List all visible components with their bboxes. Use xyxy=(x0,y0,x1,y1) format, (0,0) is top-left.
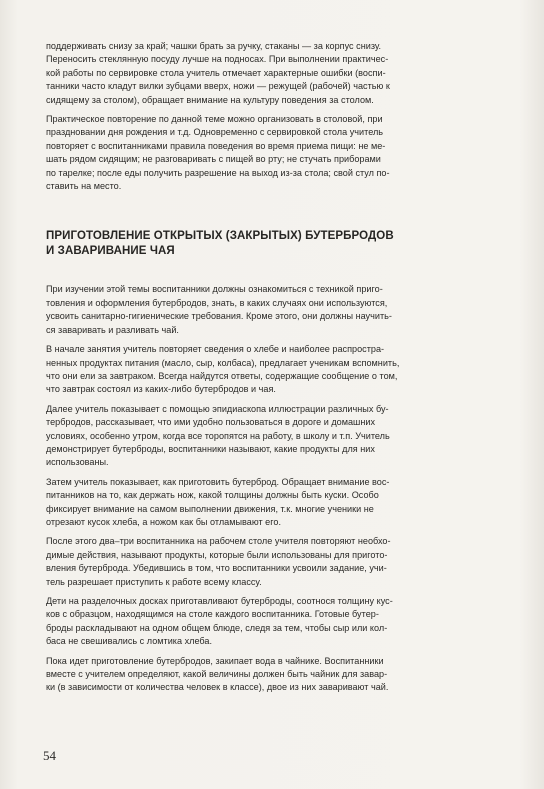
page-number: 54 xyxy=(43,748,56,763)
paragraph-topic-intro: При изучении этой темы воспитанники должны ознакомиться с техникой приго- товления и оформления бутербродов, знать, в каких случаях они используются, усвоить санитарно-гигиенические требования. Кроме этого, они должны научить- ся заваривать и разливать чай. xyxy=(46,284,392,335)
paragraph-cutting-boards: Дети на разделочных досках приготавливают бутерброды, соотнося толщину кус- ков с образцом, находящимся на столе каждого воспитанника. Готовые бутер- броды раскладывают на одном общем блюде, следя за тем, чтобы сыр или кол- баса не свешивались с ломтика хлеба. xyxy=(46,596,393,647)
paragraph-practical-repetition: Практическое повторение по данной теме можно организовать в столовой, при праздновании дня рождения и т.д. Одновременно с сервировкой стола учитель повторяет с воспитанниками правила поведения во время приема пищи: не ме- шать рядом сидящим; не разговаривать с пищей во рту; не стучать приборами по тарелке; после еды получить разрешение на выход из-за стола; свой стул по- ставить на место. xyxy=(46,114,390,192)
paragraph-serving-errors: поддерживать снизу за край; чашки брать за ручку, стаканы — за корпус снизу. Переносить стеклянную посуду лучше на подносах. При выполнении практичес- кой работы по сервировке стола учитель отмечает характерные ошибки (воспи- танники часто кладут вилки зубцами вверх, ножи — режущей (рабочей) частью к сидящему за столом), обращает внимание на культуру поведения за столом. xyxy=(46,41,390,105)
paragraph-illustrations: Далее учитель показывает с помощью эпидиаскопа иллюстрации различных бу- тербродов, рассказывает, что ими удобно пользоваться в дороге и домашних условиях, особенно утром, когда все торопятся на работу, в школу и т.п. Учитель демонстрирует бутерброды, воспитанники называют, какие продукты для них использованы. xyxy=(46,403,390,468)
paragraph-tea-brewing: Пока идет приготовление бутербродов, закипает вода в чайнике. Воспитанники вместе с учителем определяют, какой величины должен быть чайник для завар- ки (в зависимости от количества человек в классе), двое из них заваривают чай. xyxy=(46,655,389,693)
section-heading: ПРИГОТОВЛЕНИЕ ОТКРЫТЫХ (ЗАКРЫТЫХ) БУТЕРБРОДОВ И ЗАВАРИВАНИЕ ЧАЯ xyxy=(46,230,394,258)
paragraph-student-repeat: После этого два–три воспитанника на рабочем столе учителя повторяют необхо- димые действия, называют продукты, которые были использованы для пригото- вления бутерброда. Убедившись в том, что воспитанники усвоили задание, учи- тель разрешает приступить к работе всему классу. xyxy=(46,536,391,587)
paragraph-lesson-start: В начале занятия учитель повторяет сведения о хлебе и наиболее распростра- ненных продуктах питания (масло, сыр, колбаса), предлагает ученикам вспомнить, что они ели за завтраком. Всегда найдутся ответы, содержащие сообщение о том, что завтрак состоял из каких-либо бутербродов и чая. xyxy=(46,344,400,395)
paragraph-demonstration: Затем учитель показывает, как приготовить бутерброд. Обращает внимание вос- питанников на то, как держать нож, какой толщины должны быть куски. Особо фиксирует внимание на самом выполнении движения, т.к. многие ученики не отрезают кусок хлеба, а ножом как бы отламывают его. xyxy=(46,476,390,527)
page-content xyxy=(46,40,500,701)
